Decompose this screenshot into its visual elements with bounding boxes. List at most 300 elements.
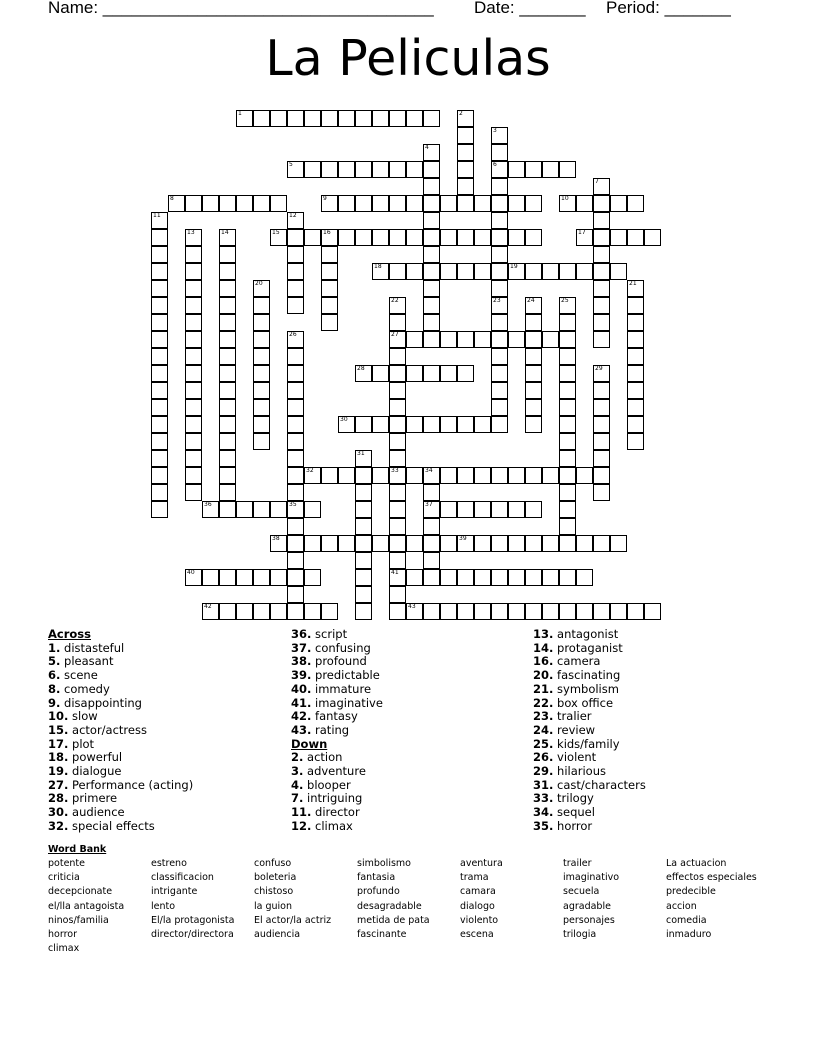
crossword-cell[interactable] <box>491 348 508 365</box>
crossword-cell[interactable] <box>338 195 355 212</box>
crossword-cell[interactable] <box>474 331 491 348</box>
crossword-cell[interactable] <box>355 552 372 569</box>
crossword-cell[interactable] <box>559 416 576 433</box>
crossword-cell[interactable] <box>253 433 270 450</box>
crossword-cell[interactable] <box>355 569 372 586</box>
crossword-cell[interactable] <box>406 161 423 178</box>
crossword-cell[interactable] <box>389 195 406 212</box>
crossword-cell[interactable] <box>440 416 457 433</box>
crossword-cell[interactable] <box>457 195 474 212</box>
crossword-cell[interactable] <box>423 331 440 348</box>
crossword-cell[interactable] <box>491 212 508 229</box>
crossword-cell[interactable] <box>389 348 406 365</box>
crossword-cell[interactable] <box>389 161 406 178</box>
crossword-cell[interactable] <box>593 331 610 348</box>
crossword-cell[interactable] <box>525 501 542 518</box>
crossword-cell[interactable] <box>423 161 440 178</box>
crossword-cell[interactable] <box>559 365 576 382</box>
crossword-cell[interactable] <box>389 229 406 246</box>
crossword-cell[interactable] <box>559 161 576 178</box>
crossword-cell[interactable] <box>253 297 270 314</box>
crossword-cell[interactable] <box>355 535 372 552</box>
crossword-cell[interactable] <box>389 518 406 535</box>
crossword-cell[interactable] <box>287 280 304 297</box>
crossword-cell[interactable] <box>151 416 168 433</box>
crossword-cell[interactable] <box>219 246 236 263</box>
crossword-cell[interactable] <box>457 110 474 127</box>
crossword-cell[interactable] <box>508 263 525 280</box>
crossword-cell[interactable] <box>440 331 457 348</box>
crossword-cell[interactable] <box>219 399 236 416</box>
crossword-cell[interactable] <box>389 331 406 348</box>
crossword-cell[interactable] <box>202 603 219 620</box>
crossword-cell[interactable] <box>491 365 508 382</box>
name-field[interactable]: Name: ___________________________________ <box>48 0 434 17</box>
crossword-cell[interactable] <box>593 382 610 399</box>
crossword-cell[interactable] <box>389 382 406 399</box>
crossword-cell[interactable] <box>304 229 321 246</box>
crossword-cell[interactable] <box>610 535 627 552</box>
crossword-cell[interactable] <box>219 331 236 348</box>
crossword-cell[interactable] <box>440 195 457 212</box>
crossword-cell[interactable] <box>491 569 508 586</box>
period-field[interactable]: Period: _______ <box>606 0 731 17</box>
crossword-cell[interactable] <box>151 212 168 229</box>
crossword-cell[interactable] <box>185 297 202 314</box>
crossword-cell[interactable] <box>355 484 372 501</box>
crossword-cell[interactable] <box>202 501 219 518</box>
crossword-cell[interactable] <box>355 110 372 127</box>
crossword-cell[interactable] <box>593 212 610 229</box>
crossword-cell[interactable] <box>559 399 576 416</box>
crossword-cell[interactable] <box>525 365 542 382</box>
crossword-cell[interactable] <box>185 450 202 467</box>
crossword-cell[interactable] <box>185 484 202 501</box>
crossword-cell[interactable] <box>423 195 440 212</box>
crossword-cell[interactable] <box>287 586 304 603</box>
crossword-cell[interactable] <box>253 280 270 297</box>
crossword-cell[interactable] <box>491 331 508 348</box>
crossword-cell[interactable] <box>338 229 355 246</box>
crossword-cell[interactable] <box>525 263 542 280</box>
crossword-cell[interactable] <box>287 535 304 552</box>
crossword-cell[interactable] <box>559 331 576 348</box>
crossword-cell[interactable] <box>185 314 202 331</box>
crossword-cell[interactable] <box>151 280 168 297</box>
crossword-cell[interactable] <box>372 263 389 280</box>
crossword-cell[interactable] <box>287 212 304 229</box>
crossword-cell[interactable] <box>593 484 610 501</box>
crossword-cell[interactable] <box>610 195 627 212</box>
crossword-cell[interactable] <box>321 110 338 127</box>
crossword-cell[interactable] <box>627 433 644 450</box>
crossword-cell[interactable] <box>491 297 508 314</box>
crossword-cell[interactable] <box>321 263 338 280</box>
crossword-cell[interactable] <box>219 433 236 450</box>
crossword-cell[interactable] <box>593 297 610 314</box>
crossword-cell[interactable] <box>627 280 644 297</box>
crossword-cell[interactable] <box>151 263 168 280</box>
crossword-cell[interactable] <box>287 161 304 178</box>
crossword-cell[interactable] <box>151 331 168 348</box>
crossword-cell[interactable] <box>151 246 168 263</box>
crossword-cell[interactable] <box>576 263 593 280</box>
crossword-cell[interactable] <box>593 399 610 416</box>
crossword-cell[interactable] <box>372 365 389 382</box>
crossword-cell[interactable] <box>372 195 389 212</box>
crossword-cell[interactable] <box>219 348 236 365</box>
crossword-cell[interactable] <box>236 569 253 586</box>
crossword-cell[interactable] <box>219 416 236 433</box>
crossword-cell[interactable] <box>542 603 559 620</box>
crossword-cell[interactable] <box>525 569 542 586</box>
crossword-cell[interactable] <box>389 586 406 603</box>
crossword-cell[interactable] <box>610 603 627 620</box>
crossword-cell[interactable] <box>270 110 287 127</box>
crossword-cell[interactable] <box>576 229 593 246</box>
crossword-cell[interactable] <box>287 246 304 263</box>
crossword-cell[interactable] <box>440 365 457 382</box>
crossword-cell[interactable] <box>423 365 440 382</box>
crossword-cell[interactable] <box>219 263 236 280</box>
crossword-cell[interactable] <box>151 229 168 246</box>
crossword-cell[interactable] <box>389 501 406 518</box>
crossword-cell[interactable] <box>559 603 576 620</box>
crossword-cell[interactable] <box>491 161 508 178</box>
crossword-cell[interactable] <box>542 161 559 178</box>
crossword-cell[interactable] <box>406 229 423 246</box>
crossword-cell[interactable] <box>457 161 474 178</box>
crossword-cell[interactable] <box>627 297 644 314</box>
crossword-cell[interactable] <box>304 535 321 552</box>
crossword-cell[interactable] <box>355 467 372 484</box>
crossword-cell[interactable] <box>627 603 644 620</box>
crossword-cell[interactable] <box>372 110 389 127</box>
crossword-cell[interactable] <box>321 195 338 212</box>
crossword-cell[interactable] <box>423 246 440 263</box>
crossword-cell[interactable] <box>457 535 474 552</box>
crossword-cell[interactable] <box>287 110 304 127</box>
crossword-cell[interactable] <box>270 229 287 246</box>
crossword-cell[interactable] <box>474 416 491 433</box>
crossword-cell[interactable] <box>406 195 423 212</box>
crossword-cell[interactable] <box>542 263 559 280</box>
crossword-cell[interactable] <box>287 399 304 416</box>
crossword-cell[interactable] <box>151 297 168 314</box>
crossword-cell[interactable] <box>287 416 304 433</box>
crossword-cell[interactable] <box>219 195 236 212</box>
crossword-cell[interactable] <box>219 467 236 484</box>
crossword-cell[interactable] <box>559 433 576 450</box>
crossword-cell[interactable] <box>423 416 440 433</box>
crossword-cell[interactable] <box>457 365 474 382</box>
crossword-cell[interactable] <box>355 416 372 433</box>
crossword-cell[interactable] <box>423 535 440 552</box>
crossword-cell[interactable] <box>253 569 270 586</box>
crossword-cell[interactable] <box>338 416 355 433</box>
crossword-cell[interactable] <box>508 229 525 246</box>
crossword-cell[interactable] <box>287 467 304 484</box>
crossword-cell[interactable] <box>185 416 202 433</box>
crossword-cell[interactable] <box>219 229 236 246</box>
crossword-cell[interactable] <box>321 314 338 331</box>
crossword-cell[interactable] <box>508 467 525 484</box>
crossword-cell[interactable] <box>219 501 236 518</box>
crossword-cell[interactable] <box>559 569 576 586</box>
crossword-cell[interactable] <box>627 348 644 365</box>
crossword-cell[interactable] <box>236 110 253 127</box>
crossword-cell[interactable] <box>355 501 372 518</box>
crossword-cell[interactable] <box>457 501 474 518</box>
crossword-cell[interactable] <box>389 603 406 620</box>
crossword-cell[interactable] <box>389 263 406 280</box>
crossword-cell[interactable] <box>321 467 338 484</box>
crossword-cell[interactable] <box>185 399 202 416</box>
crossword-cell[interactable] <box>542 331 559 348</box>
crossword-cell[interactable] <box>525 314 542 331</box>
crossword-cell[interactable] <box>593 365 610 382</box>
crossword-cell[interactable] <box>355 229 372 246</box>
crossword-cell[interactable] <box>525 348 542 365</box>
crossword-cell[interactable] <box>185 467 202 484</box>
crossword-cell[interactable] <box>508 161 525 178</box>
crossword-cell[interactable] <box>457 331 474 348</box>
crossword-cell[interactable] <box>389 110 406 127</box>
crossword-cell[interactable] <box>423 297 440 314</box>
crossword-cell[interactable] <box>253 365 270 382</box>
crossword-cell[interactable] <box>627 416 644 433</box>
crossword-cell[interactable] <box>627 365 644 382</box>
crossword-cell[interactable] <box>185 348 202 365</box>
crossword-cell[interactable] <box>151 382 168 399</box>
crossword-cell[interactable] <box>253 110 270 127</box>
crossword-cell[interactable] <box>287 331 304 348</box>
crossword-cell[interactable] <box>508 501 525 518</box>
crossword-cell[interactable] <box>253 331 270 348</box>
crossword-cell[interactable] <box>406 365 423 382</box>
crossword-cell[interactable] <box>593 433 610 450</box>
crossword-cell[interactable] <box>389 314 406 331</box>
crossword-cell[interactable] <box>423 110 440 127</box>
crossword-cell[interactable] <box>185 246 202 263</box>
crossword-cell[interactable] <box>355 365 372 382</box>
crossword-cell[interactable] <box>287 263 304 280</box>
crossword-cell[interactable] <box>253 501 270 518</box>
crossword-cell[interactable] <box>287 501 304 518</box>
crossword-cell[interactable] <box>457 416 474 433</box>
crossword-cell[interactable] <box>236 195 253 212</box>
crossword-cell[interactable] <box>202 195 219 212</box>
crossword-cell[interactable] <box>287 569 304 586</box>
crossword-cell[interactable] <box>474 535 491 552</box>
crossword-cell[interactable] <box>287 382 304 399</box>
crossword-cell[interactable] <box>423 178 440 195</box>
crossword-cell[interactable] <box>610 263 627 280</box>
crossword-cell[interactable] <box>338 467 355 484</box>
crossword-cell[interactable] <box>491 195 508 212</box>
crossword-cell[interactable] <box>559 297 576 314</box>
crossword-cell[interactable] <box>627 195 644 212</box>
crossword-cell[interactable] <box>423 144 440 161</box>
crossword-cell[interactable] <box>219 382 236 399</box>
crossword-cell[interactable] <box>185 433 202 450</box>
crossword-cell[interactable] <box>253 416 270 433</box>
crossword-cell[interactable] <box>372 535 389 552</box>
crossword-cell[interactable] <box>593 280 610 297</box>
crossword-cell[interactable] <box>457 467 474 484</box>
crossword-cell[interactable] <box>559 263 576 280</box>
crossword-cell[interactable] <box>151 467 168 484</box>
crossword-cell[interactable] <box>270 603 287 620</box>
crossword-cell[interactable] <box>321 161 338 178</box>
crossword-cell[interactable] <box>219 450 236 467</box>
crossword-cell[interactable] <box>219 569 236 586</box>
crossword-cell[interactable] <box>338 535 355 552</box>
crossword-cell[interactable] <box>253 399 270 416</box>
crossword-cell[interactable] <box>576 195 593 212</box>
crossword-cell[interactable] <box>287 603 304 620</box>
crossword-cell[interactable] <box>338 161 355 178</box>
crossword-cell[interactable] <box>542 535 559 552</box>
crossword-cell[interactable] <box>389 535 406 552</box>
crossword-cell[interactable] <box>525 603 542 620</box>
crossword-cell[interactable] <box>423 484 440 501</box>
crossword-cell[interactable] <box>185 382 202 399</box>
crossword-cell[interactable] <box>474 467 491 484</box>
crossword-cell[interactable] <box>508 195 525 212</box>
crossword-cell[interactable] <box>644 229 661 246</box>
crossword-cell[interactable] <box>151 450 168 467</box>
crossword-cell[interactable] <box>406 569 423 586</box>
crossword-cell[interactable] <box>593 195 610 212</box>
crossword-cell[interactable] <box>440 467 457 484</box>
crossword-cell[interactable] <box>304 501 321 518</box>
crossword-cell[interactable] <box>219 365 236 382</box>
crossword-cell[interactable] <box>559 501 576 518</box>
crossword-cell[interactable] <box>593 467 610 484</box>
crossword-cell[interactable] <box>576 569 593 586</box>
crossword-cell[interactable] <box>576 535 593 552</box>
crossword-cell[interactable] <box>151 314 168 331</box>
crossword-cell[interactable] <box>355 518 372 535</box>
crossword-cell[interactable] <box>253 314 270 331</box>
crossword-cell[interactable] <box>440 569 457 586</box>
crossword-cell[interactable] <box>627 331 644 348</box>
crossword-cell[interactable] <box>219 314 236 331</box>
crossword-cell[interactable] <box>304 161 321 178</box>
crossword-cell[interactable] <box>593 450 610 467</box>
crossword-cell[interactable] <box>151 501 168 518</box>
crossword-cell[interactable] <box>457 229 474 246</box>
crossword-cell[interactable] <box>355 450 372 467</box>
crossword-cell[interactable] <box>491 416 508 433</box>
crossword-cell[interactable] <box>372 416 389 433</box>
crossword-cell[interactable] <box>474 229 491 246</box>
crossword-cell[interactable] <box>270 195 287 212</box>
crossword-cell[interactable] <box>491 501 508 518</box>
crossword-cell[interactable] <box>491 399 508 416</box>
crossword-cell[interactable] <box>406 110 423 127</box>
crossword-cell[interactable] <box>559 382 576 399</box>
crossword-cell[interactable] <box>525 297 542 314</box>
crossword-cell[interactable] <box>151 484 168 501</box>
crossword-cell[interactable] <box>287 552 304 569</box>
crossword-cell[interactable] <box>304 603 321 620</box>
crossword-cell[interactable] <box>593 535 610 552</box>
crossword-cell[interactable] <box>355 195 372 212</box>
crossword-cell[interactable] <box>253 195 270 212</box>
crossword-cell[interactable] <box>508 535 525 552</box>
crossword-cell[interactable] <box>644 603 661 620</box>
crossword-cell[interactable] <box>559 518 576 535</box>
crossword-cell[interactable] <box>559 535 576 552</box>
crossword-cell[interactable] <box>355 161 372 178</box>
crossword-cell[interactable] <box>185 331 202 348</box>
crossword-cell[interactable] <box>355 586 372 603</box>
crossword-cell[interactable] <box>440 229 457 246</box>
crossword-cell[interactable] <box>406 603 423 620</box>
crossword-cell[interactable] <box>389 569 406 586</box>
crossword-cell[interactable] <box>185 280 202 297</box>
crossword-cell[interactable] <box>508 603 525 620</box>
crossword-cell[interactable] <box>270 535 287 552</box>
crossword-cell[interactable] <box>576 603 593 620</box>
crossword-cell[interactable] <box>389 416 406 433</box>
crossword-cell[interactable] <box>474 501 491 518</box>
crossword-cell[interactable] <box>593 314 610 331</box>
crossword-cell[interactable] <box>219 297 236 314</box>
crossword-cell[interactable] <box>525 331 542 348</box>
crossword-cell[interactable] <box>304 569 321 586</box>
crossword-cell[interactable] <box>457 263 474 280</box>
crossword-cell[interactable] <box>440 263 457 280</box>
crossword-cell[interactable] <box>287 229 304 246</box>
crossword-cell[interactable] <box>423 314 440 331</box>
crossword-cell[interactable] <box>474 263 491 280</box>
crossword-cell[interactable] <box>389 433 406 450</box>
crossword-cell[interactable] <box>236 603 253 620</box>
crossword-cell[interactable] <box>372 467 389 484</box>
crossword-cell[interactable] <box>559 195 576 212</box>
crossword-cell[interactable] <box>457 144 474 161</box>
crossword-cell[interactable] <box>440 603 457 620</box>
crossword-cell[interactable] <box>491 229 508 246</box>
crossword-cell[interactable] <box>440 501 457 518</box>
crossword-cell[interactable] <box>423 552 440 569</box>
crossword-cell[interactable] <box>185 263 202 280</box>
crossword-cell[interactable] <box>593 246 610 263</box>
crossword-cell[interactable] <box>457 178 474 195</box>
crossword-cell[interactable] <box>270 569 287 586</box>
date-field[interactable]: Date: _______ <box>474 0 586 17</box>
crossword-cell[interactable] <box>491 178 508 195</box>
crossword-cell[interactable] <box>389 552 406 569</box>
crossword-cell[interactable] <box>559 467 576 484</box>
crossword-cell[interactable] <box>627 314 644 331</box>
crossword-cell[interactable] <box>321 229 338 246</box>
crossword-cell[interactable] <box>219 484 236 501</box>
crossword-cell[interactable] <box>253 382 270 399</box>
crossword-cell[interactable] <box>525 467 542 484</box>
crossword-cell[interactable] <box>423 518 440 535</box>
crossword-cell[interactable] <box>321 297 338 314</box>
crossword-cell[interactable] <box>508 331 525 348</box>
crossword-cell[interactable] <box>219 603 236 620</box>
crossword-cell[interactable] <box>593 178 610 195</box>
crossword-cell[interactable] <box>491 535 508 552</box>
crossword-cell[interactable] <box>321 246 338 263</box>
crossword-cell[interactable] <box>287 365 304 382</box>
